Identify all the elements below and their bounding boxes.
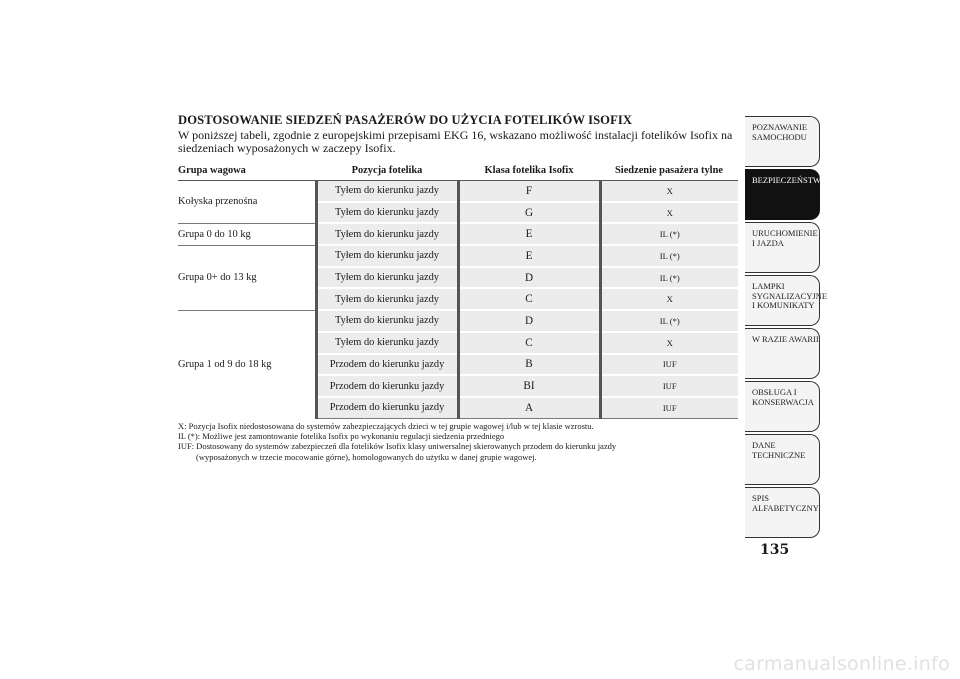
isofix-class-cell: C: [458, 288, 600, 310]
isofix-class-cell: A: [458, 397, 600, 418]
rear-seat-cell: IUF: [600, 354, 738, 376]
header-rear-seat: Siedzenie pasażera tylne: [600, 161, 738, 181]
table-row: [178, 245, 738, 267]
table-row: [178, 310, 738, 332]
page-title: DOSTOSOWANIE SIEDZEŃ PASAŻERÓW DO UŻYCIA FOTELIKÓW ISOFIX: [178, 113, 633, 127]
chapter-tabs: [745, 116, 828, 540]
seat-position-cell: Tyłem do kierunku jazdy: [316, 332, 458, 354]
notes: [178, 421, 738, 463]
tab-poznawanie-samochodu[interactable]: POZNAWANIE SAMOCHODU: [745, 116, 820, 167]
table-row: [178, 223, 738, 245]
tab-bezpieczeństwo[interactable]: BEZPIECZEŃSTWO: [745, 169, 820, 220]
rear-seat-cell: IUF: [600, 375, 738, 397]
rear-seat-cell: X: [600, 332, 738, 354]
note-x: X: Pozycja Isofix niedostosowana do systemów zabezpieczających dzieci w tej grupie wagowej i/lub w tej klasie wzrostu.: [178, 420, 594, 431]
tab-lampki-sygnalizacyjne-i-komunikaty[interactable]: LAMPKI SYGNALIZACYJNE I KOMUNIKATY: [745, 275, 820, 326]
weight-group-cell: Grupa 0 do 10 kg: [178, 223, 316, 245]
weight-group-cell: Grupa 1 od 9 do 18 kg: [178, 310, 316, 418]
seat-position-cell: Tyłem do kierunku jazdy: [316, 245, 458, 267]
rear-seat-cell: IL (*): [600, 267, 738, 289]
tab-dane-techniczne[interactable]: DANE TECHNICZNE: [745, 434, 820, 485]
isofix-table: [178, 161, 738, 419]
seat-position-cell: Przodem do kierunku jazdy: [316, 375, 458, 397]
rear-seat-cell: X: [600, 202, 738, 224]
seat-position-cell: Tyłem do kierunku jazdy: [316, 202, 458, 224]
table-header-row: [178, 161, 738, 181]
isofix-class-cell: BI: [458, 375, 600, 397]
note-iuf-cont: (wyposażonych w trzecie mocowanie górne), homologowanych do użytku w danej grupie wagowej.: [196, 451, 537, 462]
note-iuf: IUF: Dostosowany do systemów zabezpieczeń dla fotelików Isofix klasy uniwersalnej skierowanych przodem do kierunku jazdy: [178, 441, 617, 452]
table-row: [178, 181, 738, 202]
seat-position-cell: Przodem do kierunku jazdy: [316, 397, 458, 418]
rear-seat-cell: IL (*): [600, 310, 738, 332]
header-weight-group: Grupa wagowa: [178, 161, 316, 181]
rear-seat-cell: IL (*): [600, 245, 738, 267]
seat-position-cell: Tyłem do kierunku jazdy: [316, 181, 458, 202]
rear-seat-cell: IUF: [600, 397, 738, 418]
seat-position-cell: Tyłem do kierunku jazdy: [316, 310, 458, 332]
seat-position-cell: Tyłem do kierunku jazdy: [316, 223, 458, 245]
note-il: IL (*): Możliwe jest zamontowanie fotelika Isofix po wykonaniu regulacji siedzenia przedniego: [178, 430, 505, 441]
isofix-class-cell: B: [458, 354, 600, 376]
weight-group-cell: Kołyska przenośna: [178, 181, 316, 224]
weight-group-cell: Grupa 0+ do 13 kg: [178, 245, 316, 310]
seat-position-cell: Przodem do kierunku jazdy: [316, 354, 458, 376]
tab-obsługa-i-konserwacja[interactable]: OBSŁUGA I KONSERWACJA: [745, 381, 820, 432]
tab-w-razie-awarii[interactable]: W RAZIE AWARII: [745, 328, 820, 379]
tab-uruchomienie-i-jazda[interactable]: URUCHOMIENIE I JAZDA: [745, 222, 820, 273]
intro-text: W poniższej tabeli, zgodnie z europejskimi przepisami EKG 16, wskazano możliwość instalacji fotelików Isofix na siedzeniach wyposażonych w zaczepy Isofix.: [178, 128, 733, 155]
isofix-class-cell: D: [458, 310, 600, 332]
isofix-class-cell: D: [458, 267, 600, 289]
isofix-class-cell: F: [458, 181, 600, 202]
page-number: 135: [760, 542, 790, 558]
isofix-class-cell: E: [458, 245, 600, 267]
header-isofix-class: Klasa fotelika Isofix: [458, 161, 600, 181]
rear-seat-cell: X: [600, 288, 738, 310]
table-body: [178, 181, 738, 419]
seat-position-cell: Tyłem do kierunku jazdy: [316, 288, 458, 310]
isofix-class-cell: C: [458, 332, 600, 354]
watermark: carmanualsonline.info: [733, 653, 950, 675]
rear-seat-cell: IL (*): [600, 223, 738, 245]
isofix-class-cell: G: [458, 202, 600, 224]
seat-position-cell: Tyłem do kierunku jazdy: [316, 267, 458, 289]
header-seat-position: Pozycja fotelika: [316, 161, 458, 181]
isofix-class-cell: E: [458, 223, 600, 245]
tab-spis-alfabetyczny[interactable]: SPIS ALFABETYCZNY: [745, 487, 820, 538]
rear-seat-cell: X: [600, 181, 738, 202]
content: [178, 112, 738, 462]
